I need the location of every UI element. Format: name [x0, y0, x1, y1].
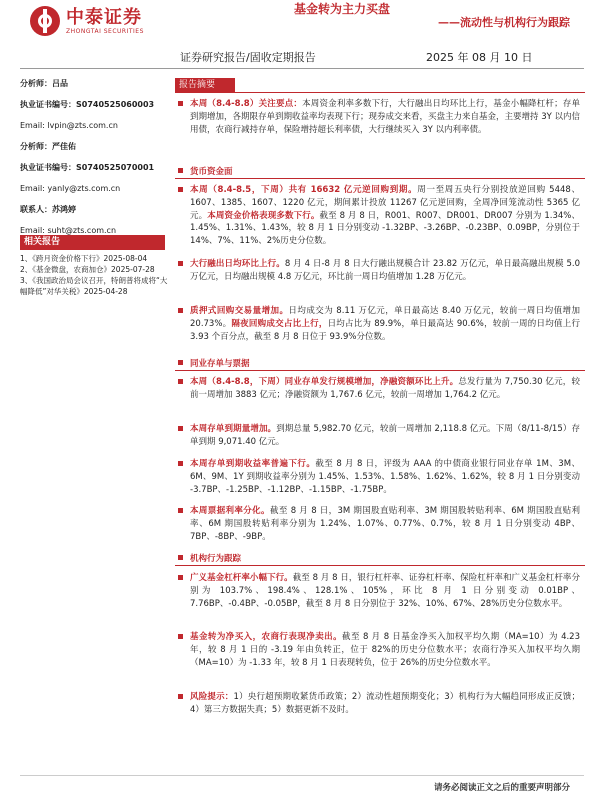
risk-paragraph: 风险提示：1）央行超预期收紧货币政策；2）流动性超预期变化；3）机构行为大幅趋同形成正反馈；4）第三方数据失真；5）数据更新不及时。 — [178, 691, 580, 717]
section-divider — [175, 370, 585, 371]
section-cd-title: 同业存单与票据 — [178, 357, 250, 369]
bullet-icon — [178, 426, 183, 431]
report-date: 2025 年 08 月 10 日 — [426, 51, 533, 64]
bullet-icon — [178, 187, 183, 192]
email-line[interactable]: Email: yanly@zts.com.cn — [20, 184, 121, 193]
report-subtitle: ——流动性与机构行为跟踪 — [438, 16, 570, 29]
cd-paragraph-3: 本周存单到期收益率普遍下行。截至 8 月 8 日，评级为 AAA 的中债商业银行同业存单 1M、3M、6M、9M、1Y 到期收益率分别为 1.45%、1.53%、1.58%、1.62%、1.62%，较 8 月 1 日分别变动 -3.7BP、-1.25BP、-1.12BP、-1.15BP、-1.75BP。 — [178, 458, 580, 496]
inst-paragraph-1: 广义基金杠杆率小幅下行。截至 8 月 8 日，银行杠杆率、证券杠杆率、保险杠杆率和广义基金杠杆率分别为 103.7%、198.4%、128.1%、105%，环比 8 月 1 日分别变动 0.01BP、7.76BP、-0.4BP、-0.05BP，截至 8 月 8 日分别位于 32%、10%、67%、28%历史分位数水平。 — [178, 572, 580, 610]
bullet-icon — [178, 575, 183, 580]
related-report-link[interactable]: 3、《我国政治局会议召开，特朗普将成将“大幅降低”对华关税》2025-04-28 — [20, 276, 168, 296]
header-divider — [20, 68, 584, 69]
logo-emblem-icon — [30, 6, 60, 36]
bullet-icon — [178, 101, 183, 106]
analyst-line: 分析师：吕品 — [20, 79, 68, 88]
cd-paragraph-4: 本周票据利率分化。截至 8 月 8 日，3M 期国股直贴利率、3M 期国股转贴利率、6M 期国股直贴利率、6M 期国股转贴利率分别为 1.24%、1.07%、0.77%、0.7%，较 8 月 1 日分别变动 4BP、7BP、-8BP、-9BP。 — [178, 505, 580, 543]
lead-paragraph: 本周（8.4-8.8）关注要点：本周资金利率多数下行，大行融出日均环比上行，基金小幅降杠杆；存单到期增加，各期限存单到期收益率均表现下行；现券成交来看，买盘主力来自基金，主要增持 3Y 以内信用债，农商行减持存单，保险增持超长利率债，大行继续买入 3Y 以内利率债。 — [178, 98, 580, 136]
bullet-icon — [178, 694, 183, 699]
related-reports-list — [20, 253, 168, 297]
footer-disclaimer: 请务必阅读正文之后的重要声明部分 — [433, 783, 570, 793]
bullet-icon — [178, 360, 183, 365]
section-money-title: 货币资金面 — [178, 165, 233, 177]
section-inst-title: 机构行为跟踪 — [178, 552, 241, 564]
analyst-sidebar — [20, 78, 170, 246]
cd-paragraph-1: 本周（8.4-8.8，下周）同业存单发行规模增加，净融资额环比上升。总发行量为 7,750.30 亿元，较前一周增加 3883 亿元；净融资额为 1,767.6 亿元，较前一周增加 1,764.2 亿元。 — [178, 376, 580, 402]
company-logo — [30, 6, 144, 36]
money-paragraph-3: 质押式回购交易量增加。日均成交为 8.11 万亿元，单日最高达 8.40 万亿元，较前一周日均值增加 20.73%。隔夜回购成交占比上行，日均占比为 89.9%，单日最高达 90.6%，较前一周的日均值上行 3.93 个百分点，截至 8 月 8 日位于 93.9%分位数。 — [178, 305, 580, 343]
report-type: 证券研究报告/固收定期报告 — [180, 51, 316, 64]
logo-name-cn: 中泰证券 — [66, 6, 142, 28]
logo-name-en: ZHONGTAI SECURITIES — [66, 27, 144, 35]
cd-paragraph-2: 本周存单到期量增加。到期总量 5,982.70 亿元，较前一周增加 2,118.8 亿元。下周（8/11-8/15）存单到期 9,071.40 亿元。 — [178, 423, 580, 449]
abstract-heading: 报告摘要 — [175, 78, 235, 92]
bullet-icon — [178, 508, 183, 513]
bullet-icon — [178, 634, 183, 639]
bullet-icon — [178, 308, 183, 313]
bullet-icon — [178, 168, 183, 173]
bullet-icon — [178, 379, 183, 384]
section-divider — [175, 178, 585, 179]
contact-line: 联系人：苏鸿婷 — [20, 205, 76, 214]
license-line: 执业证书编号：S0740525060003 — [20, 100, 155, 109]
footer-divider — [20, 775, 584, 776]
bullet-icon — [178, 461, 183, 466]
related-report-link[interactable]: 2、《基金微盘，农商加仓》2025-07-28 — [20, 265, 155, 274]
report-title: 基金转为主力买盘 — [293, 2, 390, 16]
license-line: 执业证书编号：S0740525070001 — [20, 163, 155, 172]
bullet-icon — [178, 555, 183, 560]
email-line[interactable]: Email: lvpin@zts.com.cn — [20, 121, 118, 130]
money-paragraph-1: 本周（8.4-8.5，下周）共有 16632 亿元逆回购到期。周一至周五央行分别投放逆回购 5448、1607、1385、1607、1220 亿元，期间累计投放 11267 亿元逆回购，全周净回笼流动性 5365 亿元。本周资金价格表现多数下行。截至 8 月 8 日，R001、R007、DR001、DR007 分别为 1.34%、1.45%、1.31%、1.43%，较 8 月 1 日分别变动 -1.32BP、-3.26BP、-0.23BP、0.09BP，分别位于 14%、7%、11%、2%历史分位数。 — [178, 184, 580, 248]
analyst-line: 分析师：严佳佑 — [20, 142, 76, 151]
abstract-divider — [175, 92, 585, 93]
email-line[interactable]: Email: suht@zts.com.cn — [20, 226, 117, 235]
bullet-icon — [178, 261, 183, 266]
inst-paragraph-2: 基金转为净买入，农商行表现净卖出。截至 8 月 8 日基金净买入加权平均久期（MA=10）为 4.23 年，较 8 月 1 日的 -3.19 年由负转正，位于 82%的历史分位数水平；农商行净买入加权平均久期（MA=10）为 -1.33 年，较 8 月 1 日表现转负，位于 26%的历史分位数水平。 — [178, 631, 580, 669]
related-report-link[interactable]: 1、《跨月资金价格下行》2025-08-04 — [20, 254, 148, 263]
section-divider — [175, 565, 585, 566]
related-reports-heading: 相关报告 — [20, 235, 165, 250]
report-header — [0, 0, 600, 70]
money-paragraph-2: 大行融出日均环比上行。8 月 4 日-8 月 8 日大行融出规模合计 23.82 万亿元，单日最高融出规模 5.0 万亿元，日均融出规模 4.8 万亿元，环比前一周日均值增加 1.28 万亿元。 — [178, 258, 580, 284]
